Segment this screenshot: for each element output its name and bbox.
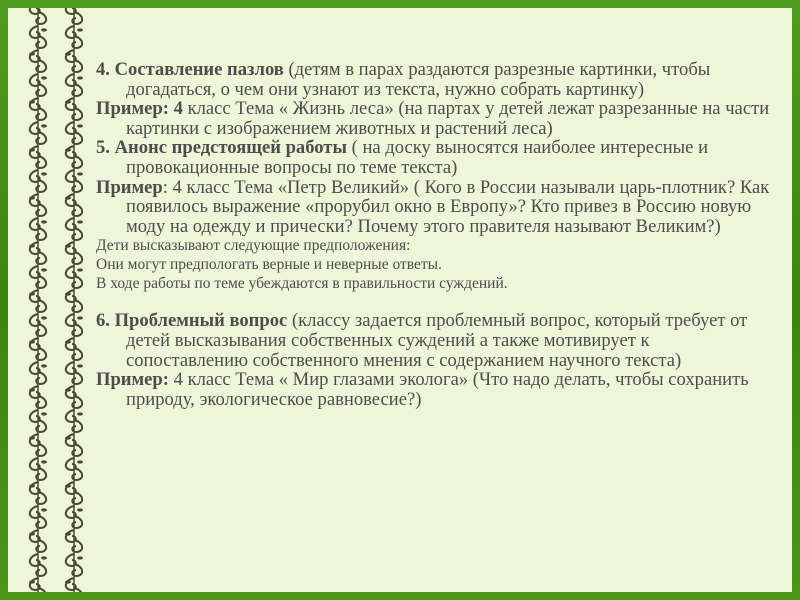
note-conclusion: В ходе работы по теме убеждаются в правильности суждений. [96, 275, 508, 293]
slide-text [96, 60, 776, 409]
label-example-2: Пример [96, 176, 163, 198]
decorative-vine-border [8, 8, 96, 592]
note-answers: Они могут предпологать верные и неверные ответы. [96, 256, 442, 274]
text-example-3: 4 класс Тема « Мир глазами эколога» (Что надо делать, чтобы сохранить природу, экологическое равновесие?) [126, 369, 749, 410]
text-announcement: ( на доску выносятся наиболее интересные и провокационные вопросы по теме текста) [126, 137, 709, 178]
text-example-1: класс Тема « Жизнь леса» (на партах у детей лежат разрезанные на части картинки с изображением животных и растений леса) [126, 98, 770, 139]
label-example-1: Пример: 4 [96, 98, 183, 120]
paragraph-problem-question [96, 311, 776, 370]
text-example-2: : 4 класс Тема «Петр Великий» ( Кого в России называли царь-плотник? Как появилось выражение «прорубил окно в Европу»? Кто привез в Россию новую моду на одежду и прически? Почему этого правителя называют Великим?) [126, 176, 770, 237]
paragraph-announcement [96, 138, 776, 177]
paragraph-example-2 [96, 178, 776, 237]
heading-announcement: 5. Анонс предстоящей работы [96, 137, 347, 159]
text-puzzles: (детям в парах раздаются разрезные картинки, чтобы догадаться, о чем они узнают из текста, нужно собрать картинку) [126, 59, 711, 100]
heading-problem-question: 6. Проблемный вопрос [96, 310, 288, 332]
heading-puzzles: 4. Составление пазлов [96, 59, 284, 80]
paragraph-example-1 [96, 99, 776, 138]
paragraph-puzzles [96, 60, 776, 99]
note-assumptions: Дети высказывают следующие предположения: [96, 237, 411, 255]
paragraph-example-3 [96, 370, 776, 409]
slide [8, 8, 792, 592]
text-problem-question: (классу задается проблемный вопрос, который требует от детей высказывания собственных суждений а также мотивирует к сопоставлению собственного мнения с содержанием научного текста) [126, 310, 748, 371]
label-example-3: Пример: [96, 369, 169, 391]
